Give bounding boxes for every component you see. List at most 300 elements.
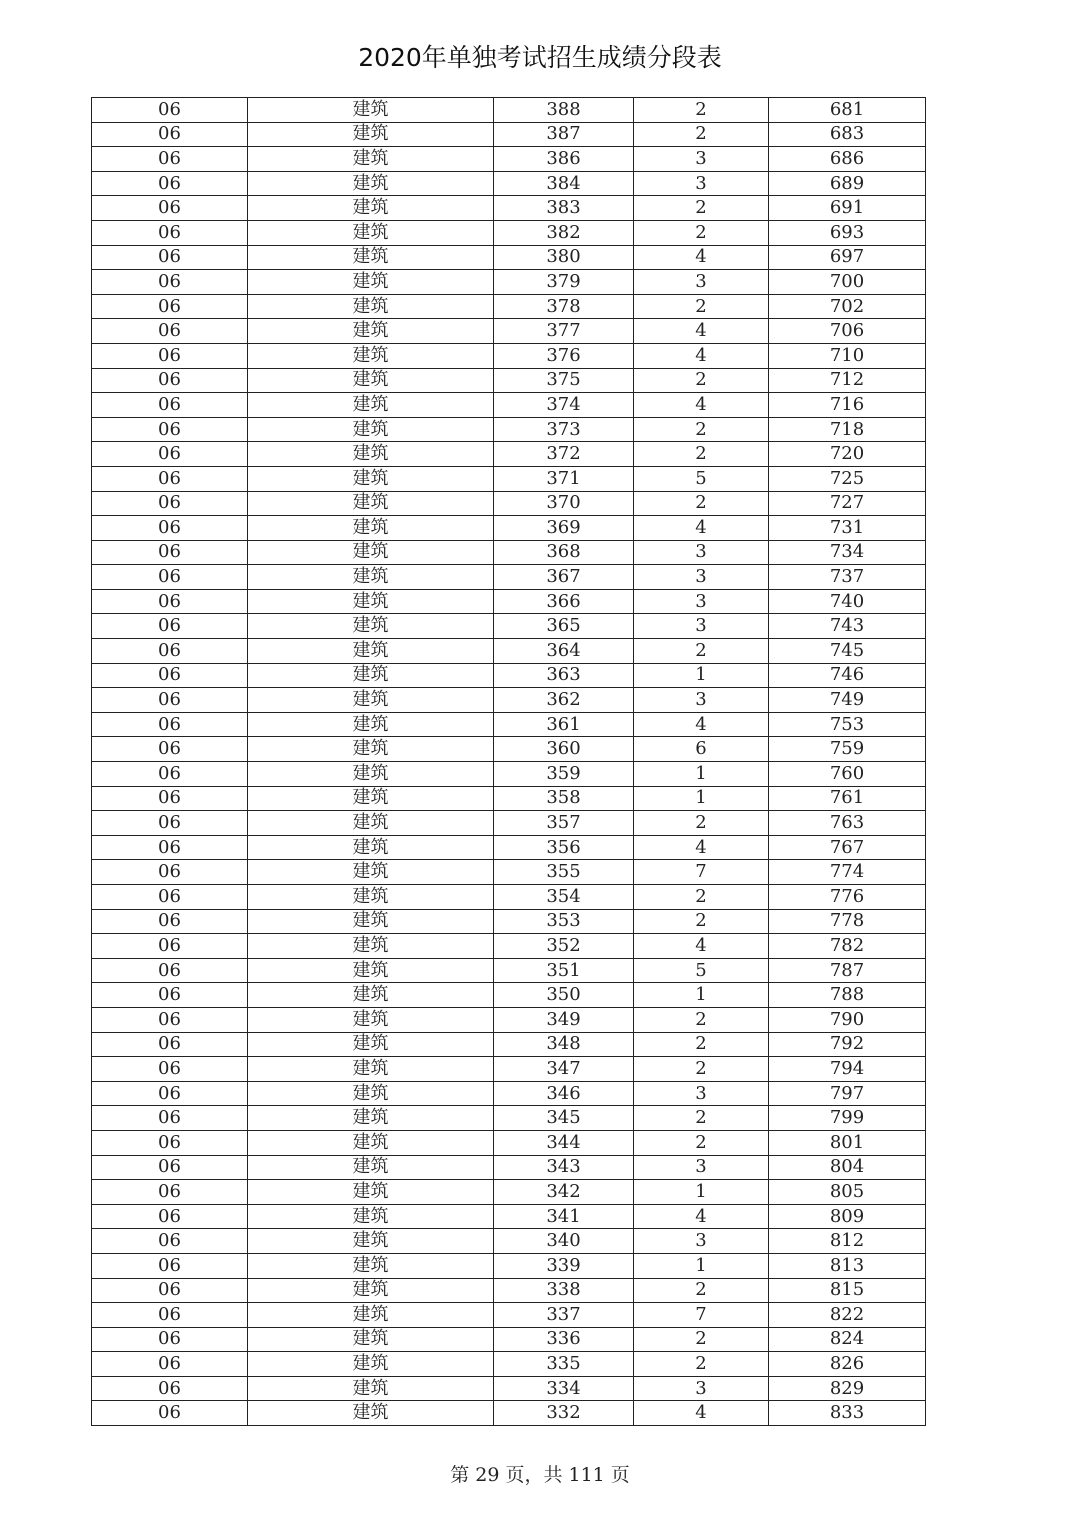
category-code-cell: 06 xyxy=(92,98,248,123)
table-row xyxy=(92,1229,926,1254)
count-cell: 7 xyxy=(634,1303,769,1328)
table-row xyxy=(92,958,926,983)
cumulative-count-cell: 805 xyxy=(769,1180,926,1205)
score-cell: 373 xyxy=(494,417,634,442)
category-name-cell: 建筑 xyxy=(248,737,494,762)
table-row xyxy=(92,712,926,737)
count-cell: 2 xyxy=(634,1278,769,1303)
table-row xyxy=(92,270,926,295)
table-row xyxy=(92,909,926,934)
count-cell: 6 xyxy=(634,737,769,762)
count-cell: 2 xyxy=(634,196,769,221)
count-cell: 3 xyxy=(634,688,769,713)
category-name-cell: 建筑 xyxy=(248,1401,494,1426)
cumulative-count-cell: 753 xyxy=(769,712,926,737)
category-code-cell: 06 xyxy=(92,147,248,172)
table-row xyxy=(92,1303,926,1328)
category-name-cell: 建筑 xyxy=(248,147,494,172)
category-name-cell: 建筑 xyxy=(248,1253,494,1278)
table-row xyxy=(92,1057,926,1082)
score-cell: 380 xyxy=(494,245,634,270)
cumulative-count-cell: 782 xyxy=(769,934,926,959)
category-code-cell: 06 xyxy=(92,934,248,959)
category-code-cell: 06 xyxy=(92,786,248,811)
cumulative-count-cell: 734 xyxy=(769,540,926,565)
count-cell: 2 xyxy=(634,1352,769,1377)
category-name-cell: 建筑 xyxy=(248,1180,494,1205)
count-cell: 2 xyxy=(634,220,769,245)
score-cell: 349 xyxy=(494,1007,634,1032)
table-row xyxy=(92,1352,926,1377)
cumulative-count-cell: 833 xyxy=(769,1401,926,1426)
category-code-cell: 06 xyxy=(92,245,248,270)
score-cell: 366 xyxy=(494,589,634,614)
category-code-cell: 06 xyxy=(92,540,248,565)
table-row xyxy=(92,1081,926,1106)
score-cell: 368 xyxy=(494,540,634,565)
category-name-cell: 建筑 xyxy=(248,565,494,590)
count-cell: 3 xyxy=(634,147,769,172)
score-cell: 387 xyxy=(494,122,634,147)
category-name-cell: 建筑 xyxy=(248,245,494,270)
cumulative-count-cell: 681 xyxy=(769,98,926,123)
category-name-cell: 建筑 xyxy=(248,393,494,418)
category-code-cell: 06 xyxy=(92,663,248,688)
count-cell: 4 xyxy=(634,245,769,270)
table-row xyxy=(92,1155,926,1180)
category-code-cell: 06 xyxy=(92,171,248,196)
category-name-cell: 建筑 xyxy=(248,1352,494,1377)
category-name-cell: 建筑 xyxy=(248,1130,494,1155)
table-row xyxy=(92,762,926,787)
table-row xyxy=(92,466,926,491)
table-body xyxy=(92,98,926,1426)
category-code-cell: 06 xyxy=(92,1032,248,1057)
category-code-cell: 06 xyxy=(92,909,248,934)
score-cell: 355 xyxy=(494,860,634,885)
cumulative-count-cell: 824 xyxy=(769,1327,926,1352)
table-row xyxy=(92,220,926,245)
cumulative-count-cell: 787 xyxy=(769,958,926,983)
cumulative-count-cell: 790 xyxy=(769,1007,926,1032)
category-name-cell: 建筑 xyxy=(248,1007,494,1032)
cumulative-count-cell: 815 xyxy=(769,1278,926,1303)
table-row xyxy=(92,885,926,910)
category-code-cell: 06 xyxy=(92,220,248,245)
cumulative-count-cell: 710 xyxy=(769,343,926,368)
count-cell: 2 xyxy=(634,1057,769,1082)
category-code-cell: 06 xyxy=(92,1327,248,1352)
category-name-cell: 建筑 xyxy=(248,688,494,713)
count-cell: 1 xyxy=(634,1253,769,1278)
score-cell: 356 xyxy=(494,835,634,860)
category-code-cell: 06 xyxy=(92,1106,248,1131)
count-cell: 2 xyxy=(634,1130,769,1155)
count-cell: 5 xyxy=(634,958,769,983)
cumulative-count-cell: 689 xyxy=(769,171,926,196)
category-name-cell: 建筑 xyxy=(248,786,494,811)
cumulative-count-cell: 763 xyxy=(769,811,926,836)
score-cell: 386 xyxy=(494,147,634,172)
cumulative-count-cell: 683 xyxy=(769,122,926,147)
category-code-cell: 06 xyxy=(92,1303,248,1328)
score-cell: 361 xyxy=(494,712,634,737)
count-cell: 4 xyxy=(634,516,769,541)
category-name-cell: 建筑 xyxy=(248,1303,494,1328)
category-code-cell: 06 xyxy=(92,958,248,983)
table-row xyxy=(92,589,926,614)
count-cell: 4 xyxy=(634,934,769,959)
score-cell: 354 xyxy=(494,885,634,910)
category-code-cell: 06 xyxy=(92,417,248,442)
count-cell: 2 xyxy=(634,1327,769,1352)
count-cell: 4 xyxy=(634,1401,769,1426)
cumulative-count-cell: 743 xyxy=(769,614,926,639)
table-row xyxy=(92,196,926,221)
cumulative-count-cell: 686 xyxy=(769,147,926,172)
cumulative-count-cell: 809 xyxy=(769,1204,926,1229)
category-name-cell: 建筑 xyxy=(248,1376,494,1401)
cumulative-count-cell: 826 xyxy=(769,1352,926,1377)
cumulative-count-cell: 778 xyxy=(769,909,926,934)
table-row xyxy=(92,491,926,516)
score-cell: 351 xyxy=(494,958,634,983)
cumulative-count-cell: 774 xyxy=(769,860,926,885)
table-row xyxy=(92,245,926,270)
category-name-cell: 建筑 xyxy=(248,1032,494,1057)
score-cell: 358 xyxy=(494,786,634,811)
category-name-cell: 建筑 xyxy=(248,171,494,196)
category-name-cell: 建筑 xyxy=(248,958,494,983)
score-cell: 335 xyxy=(494,1352,634,1377)
category-name-cell: 建筑 xyxy=(248,835,494,860)
category-name-cell: 建筑 xyxy=(248,1204,494,1229)
category-code-cell: 06 xyxy=(92,1081,248,1106)
cumulative-count-cell: 760 xyxy=(769,762,926,787)
category-code-cell: 06 xyxy=(92,885,248,910)
category-name-cell: 建筑 xyxy=(248,1106,494,1131)
count-cell: 1 xyxy=(634,786,769,811)
category-code-cell: 06 xyxy=(92,811,248,836)
score-cell: 370 xyxy=(494,491,634,516)
cumulative-count-cell: 746 xyxy=(769,663,926,688)
table-row xyxy=(92,1007,926,1032)
count-cell: 7 xyxy=(634,860,769,885)
category-code-cell: 06 xyxy=(92,589,248,614)
count-cell: 3 xyxy=(634,171,769,196)
score-cell: 364 xyxy=(494,639,634,664)
table-row xyxy=(92,294,926,319)
category-code-cell: 06 xyxy=(92,393,248,418)
category-name-cell: 建筑 xyxy=(248,712,494,737)
category-name-cell: 建筑 xyxy=(248,442,494,467)
category-code-cell: 06 xyxy=(92,1007,248,1032)
table-row xyxy=(92,639,926,664)
score-cell: 367 xyxy=(494,565,634,590)
table-row xyxy=(92,663,926,688)
category-code-cell: 06 xyxy=(92,1352,248,1377)
count-cell: 2 xyxy=(634,122,769,147)
score-cell: 352 xyxy=(494,934,634,959)
category-name-cell: 建筑 xyxy=(248,811,494,836)
score-cell: 383 xyxy=(494,196,634,221)
score-cell: 359 xyxy=(494,762,634,787)
cumulative-count-cell: 691 xyxy=(769,196,926,221)
table-row xyxy=(92,417,926,442)
count-cell: 3 xyxy=(634,270,769,295)
page-title: 2020年单独考试招生成绩分段表 xyxy=(358,43,722,72)
category-code-cell: 06 xyxy=(92,639,248,664)
count-cell: 1 xyxy=(634,1180,769,1205)
count-cell: 2 xyxy=(634,811,769,836)
category-name-cell: 建筑 xyxy=(248,885,494,910)
count-cell: 3 xyxy=(634,1155,769,1180)
table-row xyxy=(92,1327,926,1352)
cumulative-count-cell: 812 xyxy=(769,1229,926,1254)
score-cell: 362 xyxy=(494,688,634,713)
category-name-cell: 建筑 xyxy=(248,1327,494,1352)
count-cell: 1 xyxy=(634,762,769,787)
score-cell: 350 xyxy=(494,983,634,1008)
table-row xyxy=(92,565,926,590)
count-cell: 1 xyxy=(634,983,769,1008)
score-cell: 384 xyxy=(494,171,634,196)
table-row xyxy=(92,516,926,541)
category-code-cell: 06 xyxy=(92,294,248,319)
score-cell: 339 xyxy=(494,1253,634,1278)
category-code-cell: 06 xyxy=(92,466,248,491)
cumulative-count-cell: 740 xyxy=(769,589,926,614)
count-cell: 2 xyxy=(634,368,769,393)
category-code-cell: 06 xyxy=(92,270,248,295)
category-name-cell: 建筑 xyxy=(248,491,494,516)
table-row xyxy=(92,343,926,368)
table-row xyxy=(92,98,926,123)
category-code-cell: 06 xyxy=(92,565,248,590)
cumulative-count-cell: 822 xyxy=(769,1303,926,1328)
category-name-cell: 建筑 xyxy=(248,98,494,123)
category-name-cell: 建筑 xyxy=(248,368,494,393)
count-cell: 4 xyxy=(634,319,769,344)
category-code-cell: 06 xyxy=(92,1130,248,1155)
table-row xyxy=(92,860,926,885)
table-row xyxy=(92,171,926,196)
category-code-cell: 06 xyxy=(92,688,248,713)
score-cell: 377 xyxy=(494,319,634,344)
table-row xyxy=(92,368,926,393)
table-row xyxy=(92,1106,926,1131)
table-row xyxy=(92,1130,926,1155)
category-name-cell: 建筑 xyxy=(248,319,494,344)
score-cell: 382 xyxy=(494,220,634,245)
count-cell: 1 xyxy=(634,663,769,688)
table-row xyxy=(92,811,926,836)
category-code-cell: 06 xyxy=(92,614,248,639)
score-cell: 334 xyxy=(494,1376,634,1401)
count-cell: 4 xyxy=(634,393,769,418)
score-cell: 337 xyxy=(494,1303,634,1328)
category-code-cell: 06 xyxy=(92,319,248,344)
category-code-cell: 06 xyxy=(92,1253,248,1278)
category-name-cell: 建筑 xyxy=(248,589,494,614)
cumulative-count-cell: 745 xyxy=(769,639,926,664)
table-row xyxy=(92,442,926,467)
score-cell: 369 xyxy=(494,516,634,541)
category-code-cell: 06 xyxy=(92,1278,248,1303)
count-cell: 2 xyxy=(634,491,769,516)
count-cell: 3 xyxy=(634,614,769,639)
category-code-cell: 06 xyxy=(92,122,248,147)
category-name-cell: 建筑 xyxy=(248,1057,494,1082)
cumulative-count-cell: 731 xyxy=(769,516,926,541)
cumulative-count-cell: 767 xyxy=(769,835,926,860)
score-cell: 374 xyxy=(494,393,634,418)
category-code-cell: 06 xyxy=(92,343,248,368)
cumulative-count-cell: 725 xyxy=(769,466,926,491)
cumulative-count-cell: 737 xyxy=(769,565,926,590)
score-cell: 336 xyxy=(494,1327,634,1352)
count-cell: 2 xyxy=(634,417,769,442)
cumulative-count-cell: 761 xyxy=(769,786,926,811)
category-code-cell: 06 xyxy=(92,1057,248,1082)
category-code-cell: 06 xyxy=(92,712,248,737)
cumulative-count-cell: 759 xyxy=(769,737,926,762)
category-name-cell: 建筑 xyxy=(248,663,494,688)
table-row xyxy=(92,737,926,762)
score-cell: 343 xyxy=(494,1155,634,1180)
table-row xyxy=(92,786,926,811)
category-code-cell: 06 xyxy=(92,1155,248,1180)
category-code-cell: 06 xyxy=(92,762,248,787)
score-cell: 360 xyxy=(494,737,634,762)
cumulative-count-cell: 797 xyxy=(769,1081,926,1106)
table-row xyxy=(92,1032,926,1057)
cumulative-count-cell: 829 xyxy=(769,1376,926,1401)
category-code-cell: 06 xyxy=(92,1204,248,1229)
category-code-cell: 06 xyxy=(92,1401,248,1426)
category-code-cell: 06 xyxy=(92,983,248,1008)
cumulative-count-cell: 712 xyxy=(769,368,926,393)
score-cell: 375 xyxy=(494,368,634,393)
count-cell: 2 xyxy=(634,1032,769,1057)
category-name-cell: 建筑 xyxy=(248,540,494,565)
count-cell: 3 xyxy=(634,589,769,614)
score-cell: 340 xyxy=(494,1229,634,1254)
page-footer: 第 29 页，共 111 页 xyxy=(450,1464,630,1486)
category-name-cell: 建筑 xyxy=(248,1278,494,1303)
cumulative-count-cell: 700 xyxy=(769,270,926,295)
category-name-cell: 建筑 xyxy=(248,196,494,221)
count-cell: 2 xyxy=(634,1106,769,1131)
table-row xyxy=(92,1401,926,1426)
score-cell: 348 xyxy=(494,1032,634,1057)
cumulative-count-cell: 794 xyxy=(769,1057,926,1082)
table-row xyxy=(92,393,926,418)
count-cell: 3 xyxy=(634,565,769,590)
category-name-cell: 建筑 xyxy=(248,1081,494,1106)
score-cell: 344 xyxy=(494,1130,634,1155)
cumulative-count-cell: 776 xyxy=(769,885,926,910)
table-row xyxy=(92,147,926,172)
category-name-cell: 建筑 xyxy=(248,639,494,664)
count-cell: 4 xyxy=(634,1204,769,1229)
cumulative-count-cell: 801 xyxy=(769,1130,926,1155)
category-name-cell: 建筑 xyxy=(248,934,494,959)
count-cell: 2 xyxy=(634,98,769,123)
cumulative-count-cell: 813 xyxy=(769,1253,926,1278)
score-cell: 341 xyxy=(494,1204,634,1229)
cumulative-count-cell: 697 xyxy=(769,245,926,270)
category-code-cell: 06 xyxy=(92,1229,248,1254)
score-cell: 365 xyxy=(494,614,634,639)
category-name-cell: 建筑 xyxy=(248,1229,494,1254)
score-cell: 388 xyxy=(494,98,634,123)
cumulative-count-cell: 716 xyxy=(769,393,926,418)
category-code-cell: 06 xyxy=(92,516,248,541)
score-cell: 347 xyxy=(494,1057,634,1082)
cumulative-count-cell: 804 xyxy=(769,1155,926,1180)
cumulative-count-cell: 706 xyxy=(769,319,926,344)
count-cell: 5 xyxy=(634,466,769,491)
table-row xyxy=(92,540,926,565)
cumulative-count-cell: 727 xyxy=(769,491,926,516)
table-row xyxy=(92,614,926,639)
category-code-cell: 06 xyxy=(92,491,248,516)
count-cell: 3 xyxy=(634,1229,769,1254)
table-row xyxy=(92,688,926,713)
score-cell: 345 xyxy=(494,1106,634,1131)
category-name-cell: 建筑 xyxy=(248,220,494,245)
category-name-cell: 建筑 xyxy=(248,270,494,295)
table-row xyxy=(92,1204,926,1229)
score-cell: 346 xyxy=(494,1081,634,1106)
cumulative-count-cell: 718 xyxy=(769,417,926,442)
category-name-cell: 建筑 xyxy=(248,762,494,787)
category-name-cell: 建筑 xyxy=(248,466,494,491)
cumulative-count-cell: 720 xyxy=(769,442,926,467)
table-row xyxy=(92,1253,926,1278)
score-cell: 371 xyxy=(494,466,634,491)
category-code-cell: 06 xyxy=(92,442,248,467)
score-cell: 363 xyxy=(494,663,634,688)
category-name-cell: 建筑 xyxy=(248,614,494,639)
count-cell: 3 xyxy=(634,1081,769,1106)
category-name-cell: 建筑 xyxy=(248,1155,494,1180)
count-cell: 2 xyxy=(634,909,769,934)
count-cell: 4 xyxy=(634,712,769,737)
cumulative-count-cell: 702 xyxy=(769,294,926,319)
category-name-cell: 建筑 xyxy=(248,122,494,147)
category-name-cell: 建筑 xyxy=(248,343,494,368)
category-name-cell: 建筑 xyxy=(248,294,494,319)
score-cell: 332 xyxy=(494,1401,634,1426)
category-code-cell: 06 xyxy=(92,1376,248,1401)
count-cell: 2 xyxy=(634,639,769,664)
category-name-cell: 建筑 xyxy=(248,983,494,1008)
score-cell: 353 xyxy=(494,909,634,934)
score-cell: 372 xyxy=(494,442,634,467)
cumulative-count-cell: 799 xyxy=(769,1106,926,1131)
count-cell: 2 xyxy=(634,442,769,467)
category-name-cell: 建筑 xyxy=(248,516,494,541)
score-cell: 379 xyxy=(494,270,634,295)
category-name-cell: 建筑 xyxy=(248,909,494,934)
score-cell: 338 xyxy=(494,1278,634,1303)
count-cell: 3 xyxy=(634,1376,769,1401)
category-code-cell: 06 xyxy=(92,368,248,393)
count-cell: 4 xyxy=(634,835,769,860)
category-name-cell: 建筑 xyxy=(248,417,494,442)
